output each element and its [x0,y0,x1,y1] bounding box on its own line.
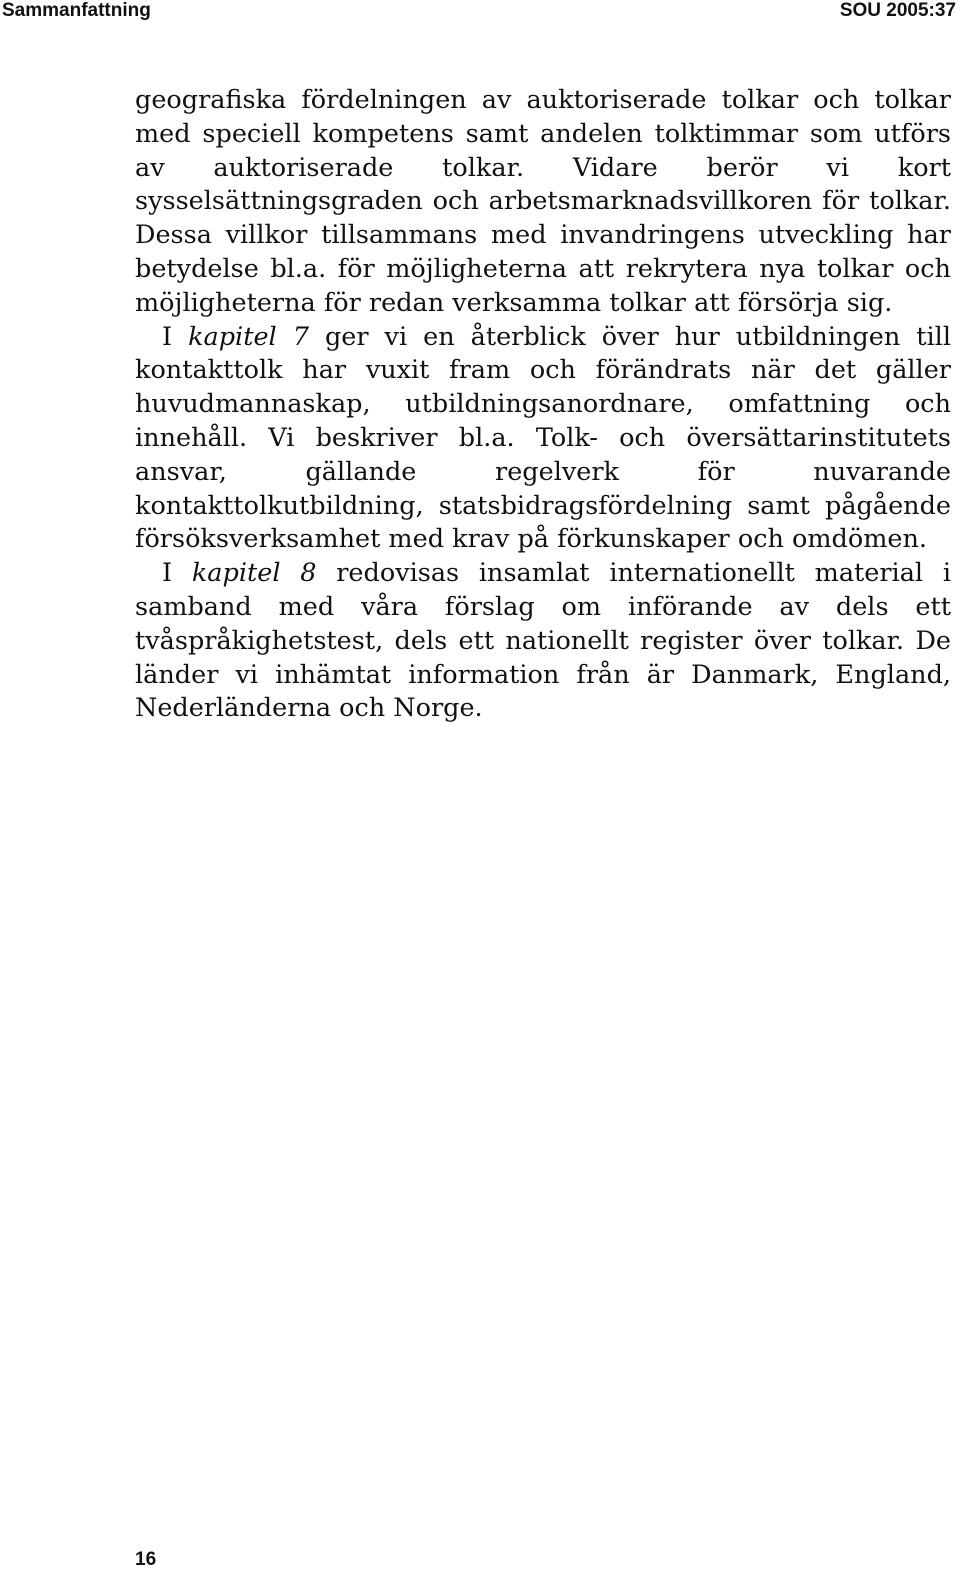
paragraph-chapter-8 [135,557,951,726]
section-title: Sammanfattning [2,0,151,21]
document-reference: SOU 2005:37 [839,0,956,21]
chapter-reference: kapitel 7 [188,321,309,352]
paragraph-text: redovisas insamlat internationellt material i samband med våra förslag om införande av dels ett tvåspråkighetstest, dels ett nationellt register över tolkar. De länder vi inhämtat information från är Danmark, England, Nederländerna och Norge. [135,558,951,724]
body-text [135,84,951,726]
page-number: 16 [135,1549,157,1570]
paragraph-text: ger vi en återblick över hur utbildningen till kontakttolk har vuxit fram och förändrats när det gäller huvudmannaskap, utbildningsanordnare, omfattning och innehåll. Vi beskriver bl.a. Tolk- och översättarinstitutets ansvar, gällande regelverk för nuvarande kontakttolkutbildning, statsbidragsfördelning samt pågående försöksverksamhet med krav på förkunskaper och omdömen. [135,321,951,555]
paragraph: geografiska fördelningen av auktoriserade tolkar och tolkar med speciell kompetens samt andelen tolktimmar som utförs av auktoriserade tolkar. Vidare berör vi kort sysselsättningsgraden och arbetsmarknadsvillkoren för tolkar. Dessa villkor tillsammans med invandringens utveckling har betydelse bl.a. för möjligheterna att rekrytera nya tolkar och möjligheterna för redan verksamma tolkar att försörja sig. [135,85,951,318]
chapter-reference: kapitel 8 [191,558,317,589]
running-header [0,0,960,26]
paragraph-prefix: I [162,321,189,352]
paragraph-chapter-7 [135,321,951,558]
paragraph-prefix: I [162,558,192,589]
